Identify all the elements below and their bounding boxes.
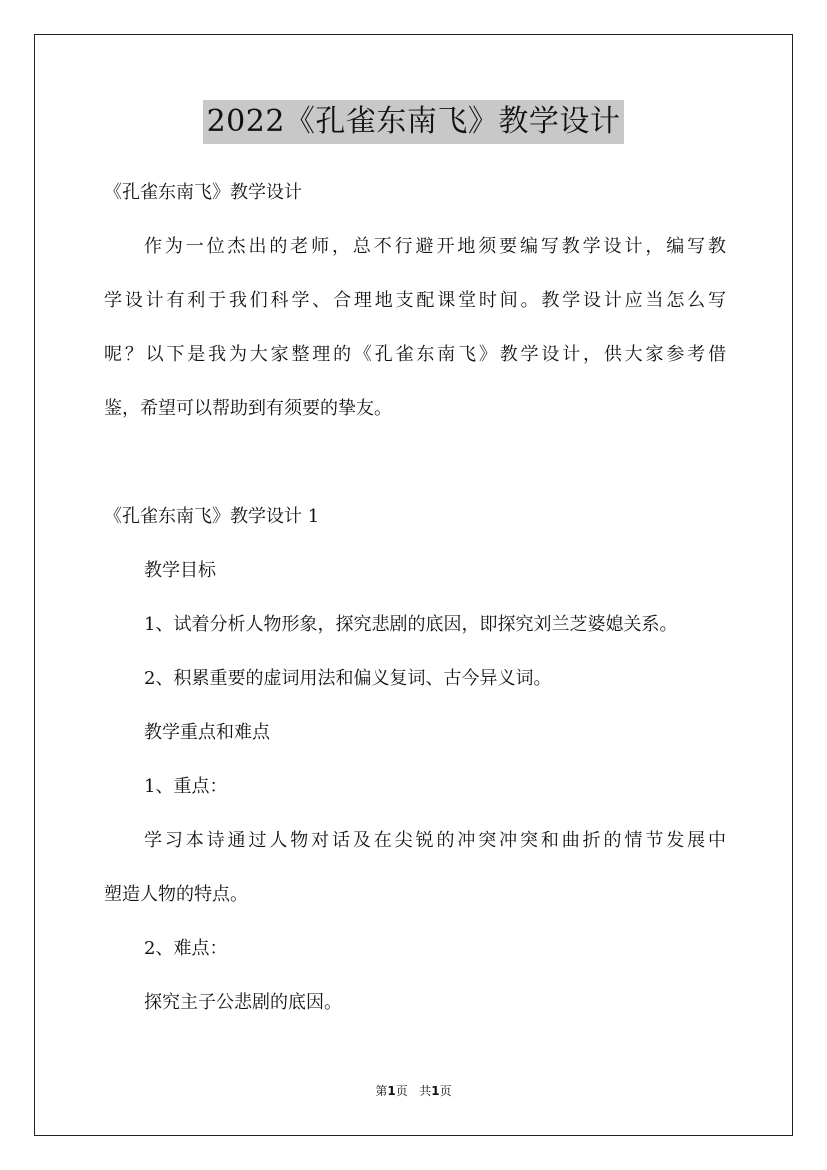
key-points-heading: 教学重点和难点 [144, 722, 270, 743]
key-point-label: 1、重点： [144, 776, 228, 797]
page-suffix: 页 [395, 1084, 408, 1098]
page-number: 1 [387, 1084, 396, 1098]
page-footer [0, 1083, 827, 1099]
total-suffix: 页 [439, 1084, 452, 1098]
total-pages: 1 [431, 1084, 440, 1098]
document-title-text: 2022《孔雀东南飞》教学设计 [203, 100, 625, 144]
intro-paragraph-line-3: 呢？以下是我为大家整理的《孔雀东南飞》教学设计，供大家参考借 [104, 344, 726, 365]
page-prefix: 第 [375, 1084, 388, 1098]
key-point-text-line-1: 学习本诗通过人物对话及在尖锐的冲突冲突和曲折的情节发展中 [144, 830, 726, 851]
document-title [0, 100, 827, 144]
key-point-text-line-2: 塑造人物的特点。 [104, 884, 248, 905]
intro-paragraph-line-4: 鉴，希望可以帮助到有须要的挚友。 [104, 398, 392, 419]
intro-heading: 《孔雀东南飞》教学设计 [104, 182, 302, 203]
objective-item-1: 1、试着分析人物形象，探究悲剧的底因，即探究刘兰芝婆媳关系。 [144, 614, 678, 635]
objective-item-2: 2、积累重要的虚词用法和偏义复词、古今异义词。 [144, 668, 552, 689]
section-heading: 《孔雀东南飞》教学设计 1 [104, 506, 320, 527]
difficulty-label: 2、难点： [144, 938, 228, 959]
objectives-heading: 教学目标 [144, 560, 216, 581]
intro-paragraph-line-2: 学设计有利于我们科学、合理地支配课堂时间。教学设计应当怎么写 [104, 290, 726, 311]
total-prefix: 共 [419, 1084, 432, 1098]
difficulty-text: 探究主子公悲剧的底因。 [144, 992, 342, 1013]
intro-paragraph-line-1: 作为一位杰出的老师，总不行避开地须要编写教学设计，编写教 [144, 236, 726, 257]
